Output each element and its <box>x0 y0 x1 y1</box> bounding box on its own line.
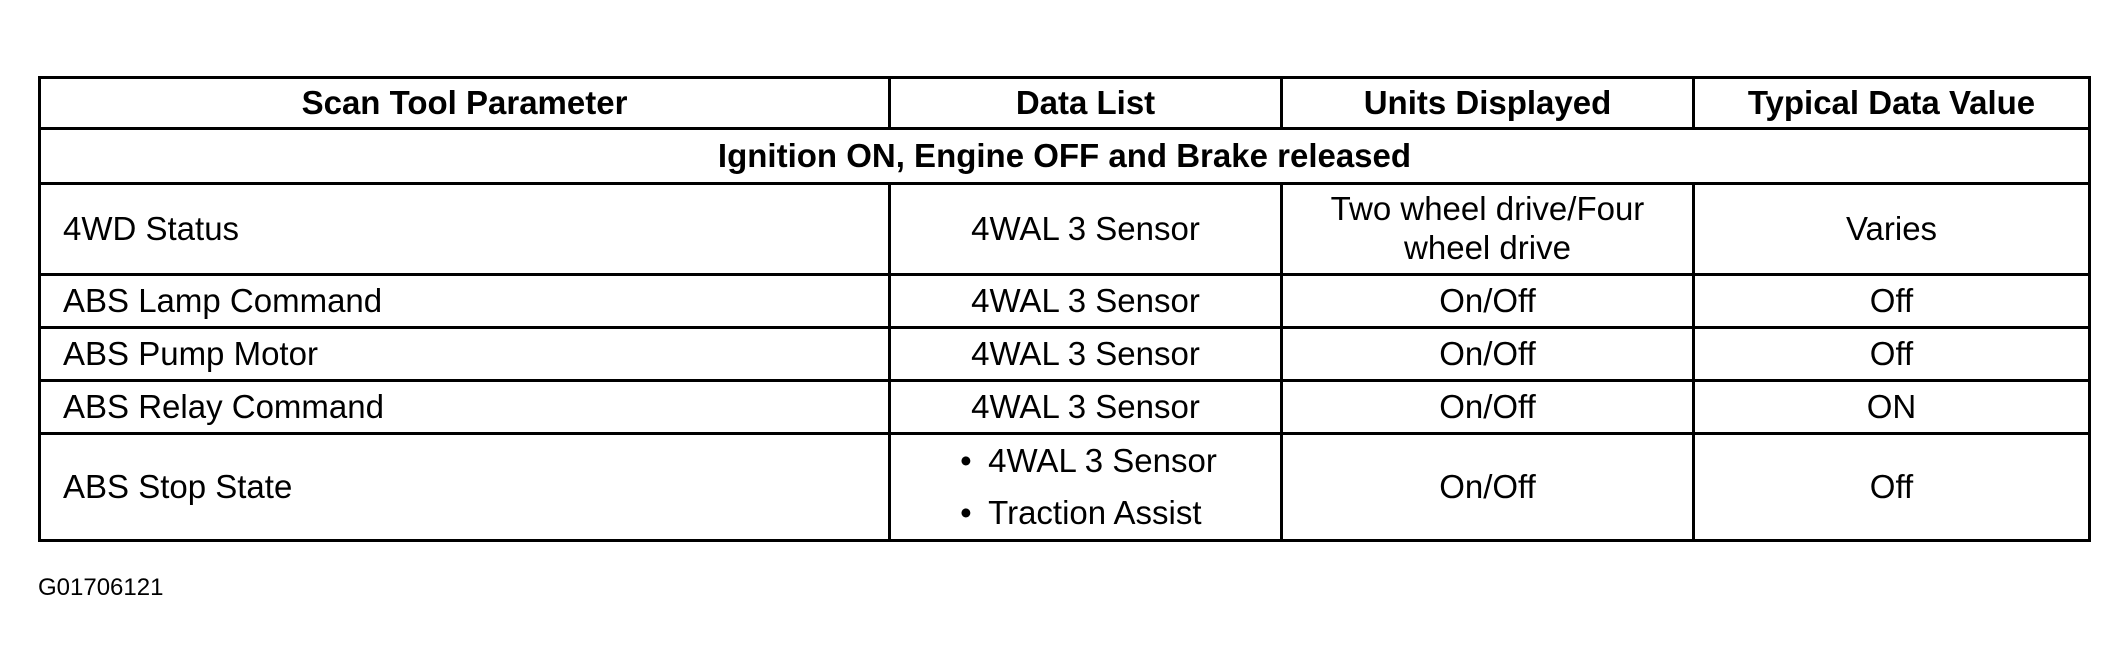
table-row <box>40 434 2090 541</box>
table-row <box>40 381 2090 434</box>
scan-tool-data-table <box>38 76 2091 542</box>
data-list-bullets <box>954 435 1217 539</box>
cell-typical-value: ON <box>1694 381 2090 434</box>
bullet-text: 4WAL 3 Sensor <box>988 442 1217 479</box>
cell-units: On/Off <box>1282 381 1694 434</box>
header-row <box>40 78 2090 129</box>
cell-typical-value: Off <box>1694 275 2090 328</box>
cell-typical-value: Off <box>1694 328 2090 381</box>
cell-units: Two wheel drive/Four wheel drive <box>1282 184 1694 275</box>
cell-units: On/Off <box>1282 328 1694 381</box>
cell-data-list <box>890 434 1282 541</box>
bullet-icon: • <box>960 494 972 531</box>
table-row <box>40 275 2090 328</box>
table-row <box>40 328 2090 381</box>
cell-data-list: 4WAL 3 Sensor <box>890 381 1282 434</box>
bullet-text: Traction Assist <box>988 494 1202 531</box>
cell-parameter: ABS Relay Command <box>40 381 890 434</box>
cell-parameter: ABS Lamp Command <box>40 275 890 328</box>
cell-data-list: 4WAL 3 Sensor <box>890 184 1282 275</box>
section-row <box>40 129 2090 184</box>
figure-id: G01706121 <box>38 574 164 601</box>
scan-tool-data-table-container <box>38 76 2088 542</box>
section-title: Ignition ON, Engine OFF and Brake released <box>40 129 2090 184</box>
cell-typical-value: Varies <box>1694 184 2090 275</box>
cell-parameter: 4WD Status <box>40 184 890 275</box>
bullet-item <box>954 435 1217 487</box>
cell-units: On/Off <box>1282 434 1694 541</box>
cell-units: On/Off <box>1282 275 1694 328</box>
bullet-item <box>954 487 1217 539</box>
header-scan-tool-parameter: Scan Tool Parameter <box>40 78 890 129</box>
cell-data-list: 4WAL 3 Sensor <box>890 328 1282 381</box>
bullet-icon: • <box>960 442 972 479</box>
cell-data-list: 4WAL 3 Sensor <box>890 275 1282 328</box>
cell-typical-value: Off <box>1694 434 2090 541</box>
cell-parameter: ABS Stop State <box>40 434 890 541</box>
table-row <box>40 184 2090 275</box>
header-units-displayed: Units Displayed <box>1282 78 1694 129</box>
header-data-list: Data List <box>890 78 1282 129</box>
cell-parameter: ABS Pump Motor <box>40 328 890 381</box>
header-typical-data-value: Typical Data Value <box>1694 78 2090 129</box>
